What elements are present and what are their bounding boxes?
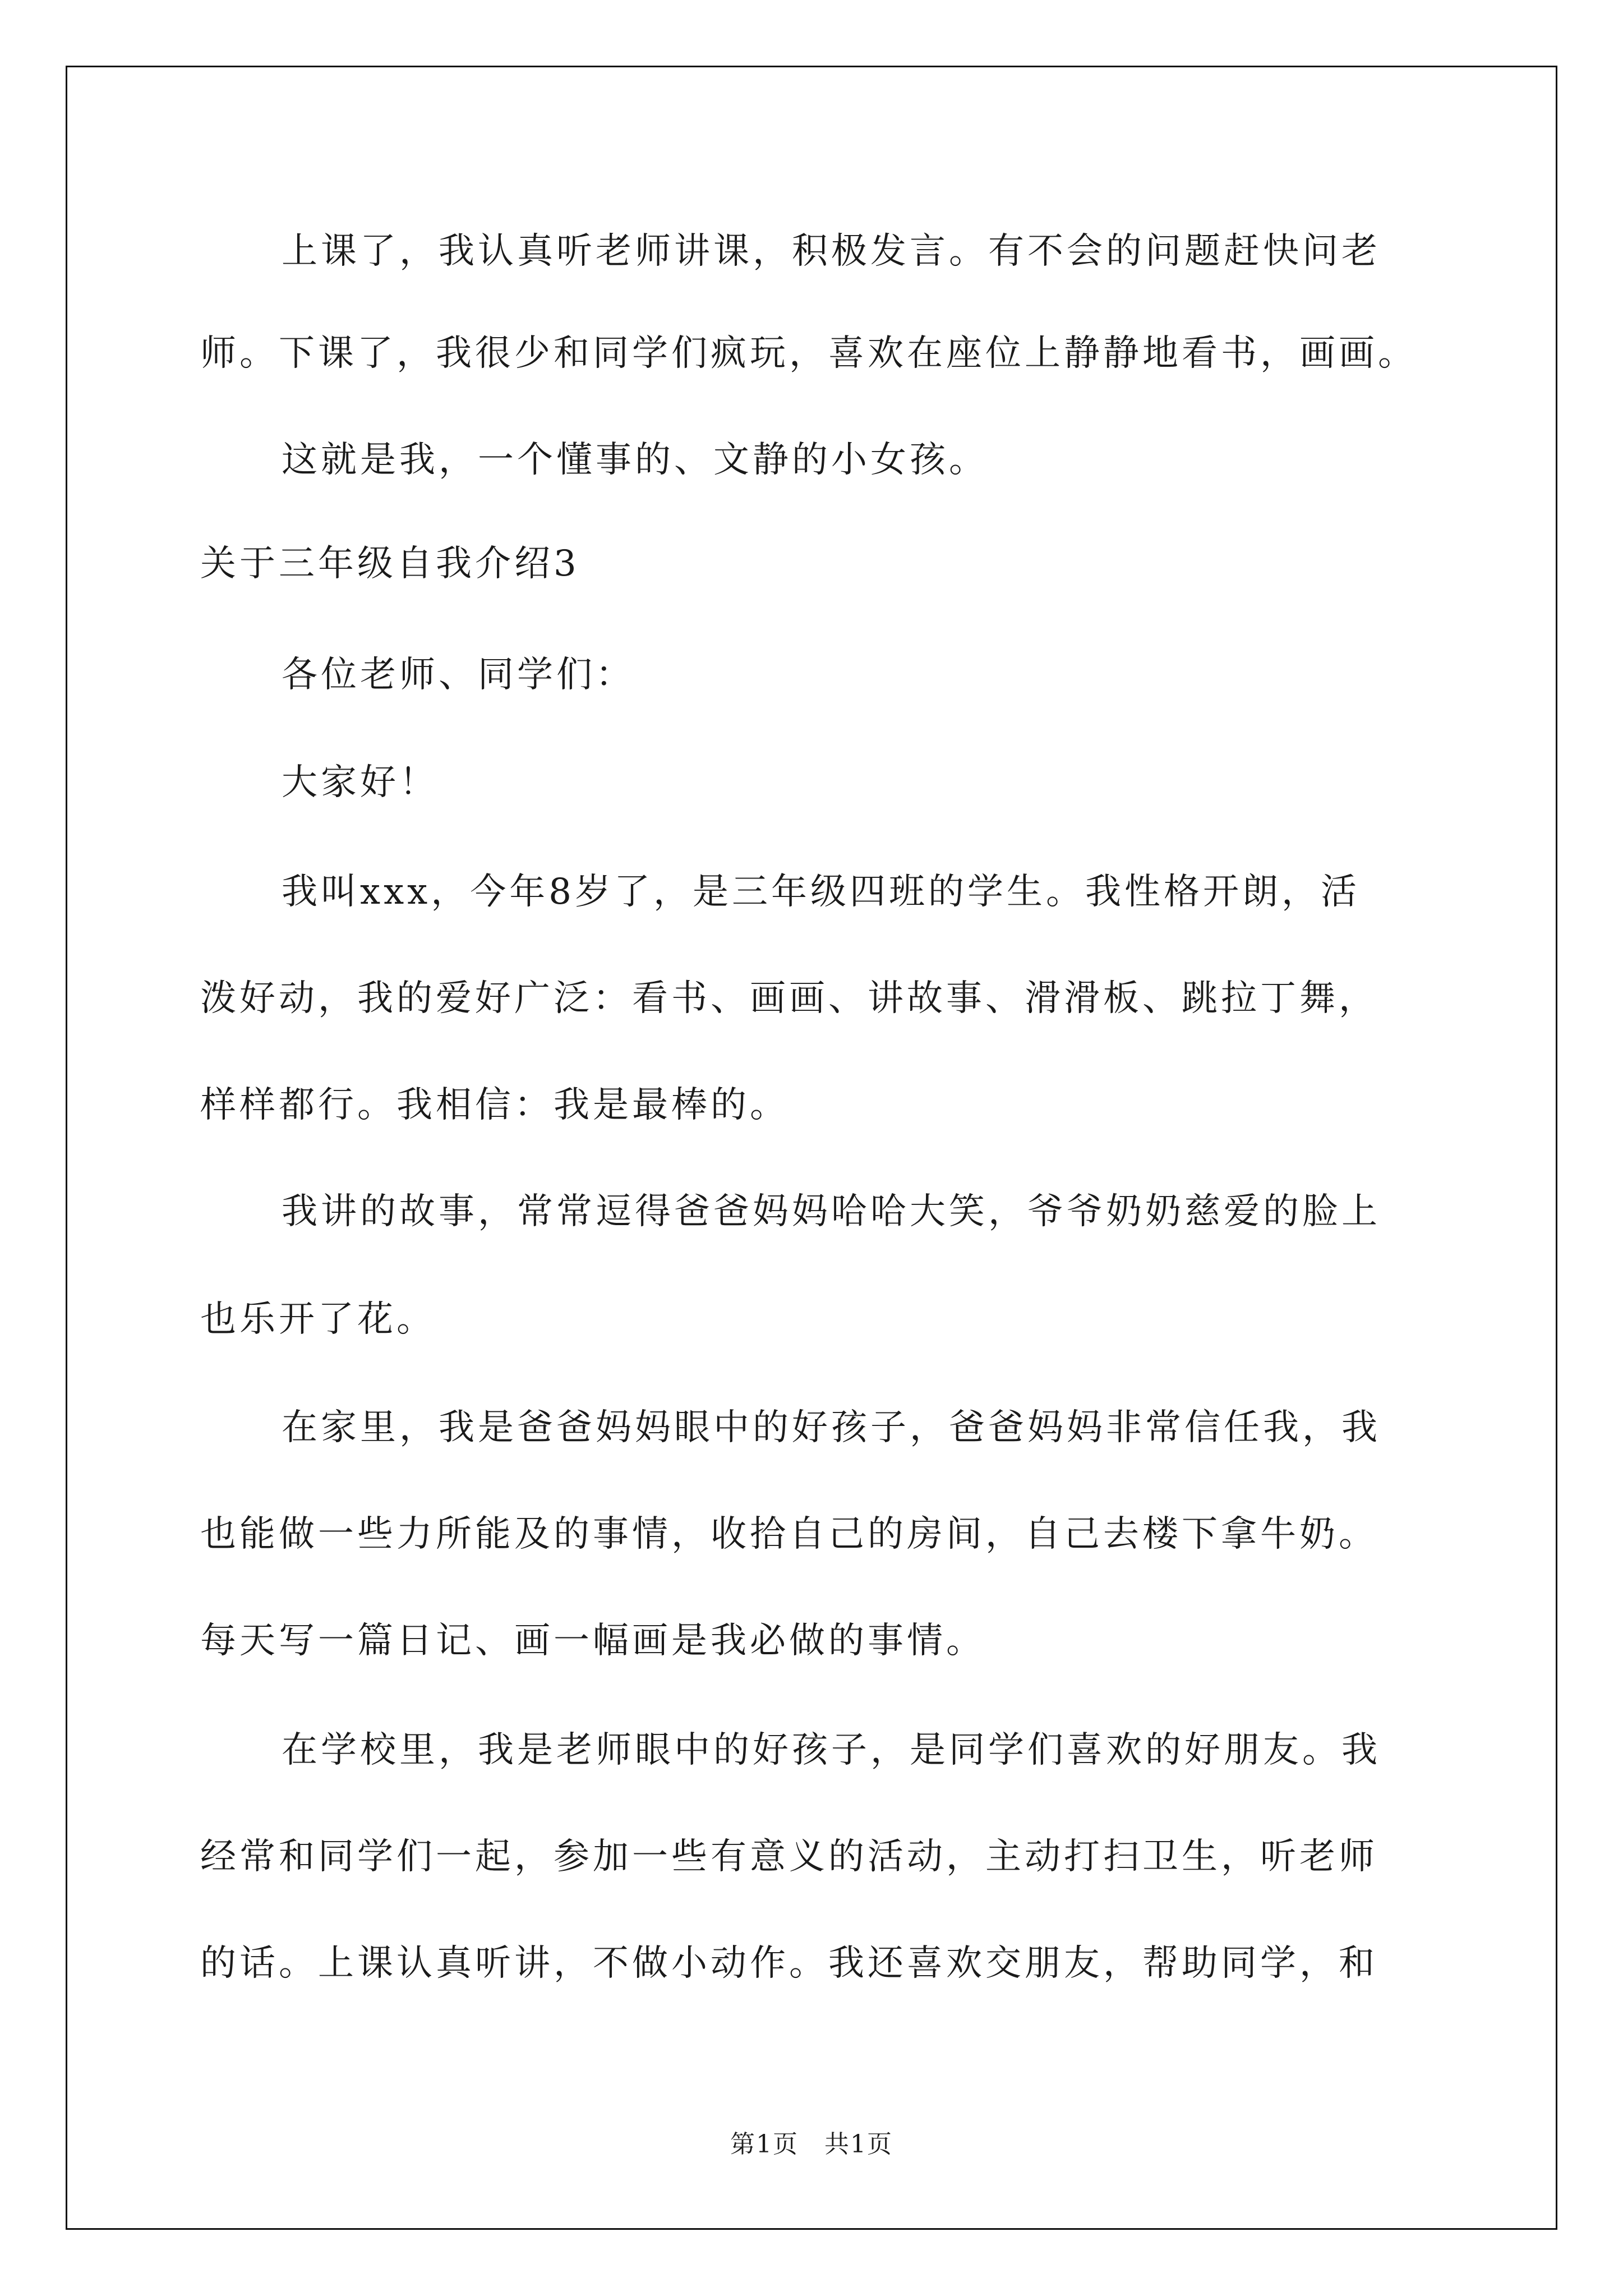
- page-number-footer: 第1页 共1页: [730, 2130, 893, 2159]
- paragraph-line: 我讲的故事，常常逗得爸爸妈妈哈哈大笑，爷爷奶奶慈爱的脸上: [282, 1191, 1381, 1232]
- paragraph-line: 上课了，我认真听老师讲课，积极发言。有不会的问题赶快问老: [282, 231, 1381, 272]
- section-heading: 关于三年级自我介绍3: [200, 543, 580, 585]
- paragraph-line: 的话。上课认真听讲，不做小动作。我还喜欢交朋友，帮助同学，和: [200, 1943, 1378, 1984]
- paragraph-line: 经常和同学们一起，参加一些有意义的活动，主动打扫卫生，听老师: [200, 1836, 1378, 1878]
- paragraph-line: 泼好动，我的爱好广泛：看书、画画、讲故事、滑滑板、跳拉丁舞，: [200, 978, 1378, 1019]
- paragraph-line: 也乐开了花。: [200, 1299, 436, 1340]
- greeting: 大家好！: [282, 762, 439, 803]
- paragraph-line: 每天写一篇日记、画一幅画是我必做的事情。: [200, 1620, 985, 1662]
- paragraph-line: 这就是我，一个懂事的、文静的小女孩。: [282, 439, 988, 481]
- paragraph-line: 在家里，我是爸爸妈妈眼中的好孩子，爸爸妈妈非常信任我，我: [282, 1407, 1381, 1448]
- paragraph-line: 样样都行。我相信：我是最棒的。: [200, 1084, 789, 1126]
- paragraph-line: 我叫xxx，今年8岁了，是三年级四班的学生。我性格开朗，活: [282, 871, 1360, 913]
- salutation: 各位老师、同学们：: [282, 654, 635, 696]
- paragraph-line: 在学校里，我是老师眼中的好孩子，是同学们喜欢的好朋友。我: [282, 1729, 1381, 1771]
- paragraph-line: 也能做一些力所能及的事情，收拾自己的房间，自己去楼下拿牛奶。: [200, 1513, 1378, 1555]
- page-border: [66, 66, 1557, 2230]
- paragraph-line: 师。下课了，我很少和同学们疯玩，喜欢在座位上静静地看书，画画。: [200, 333, 1417, 374]
